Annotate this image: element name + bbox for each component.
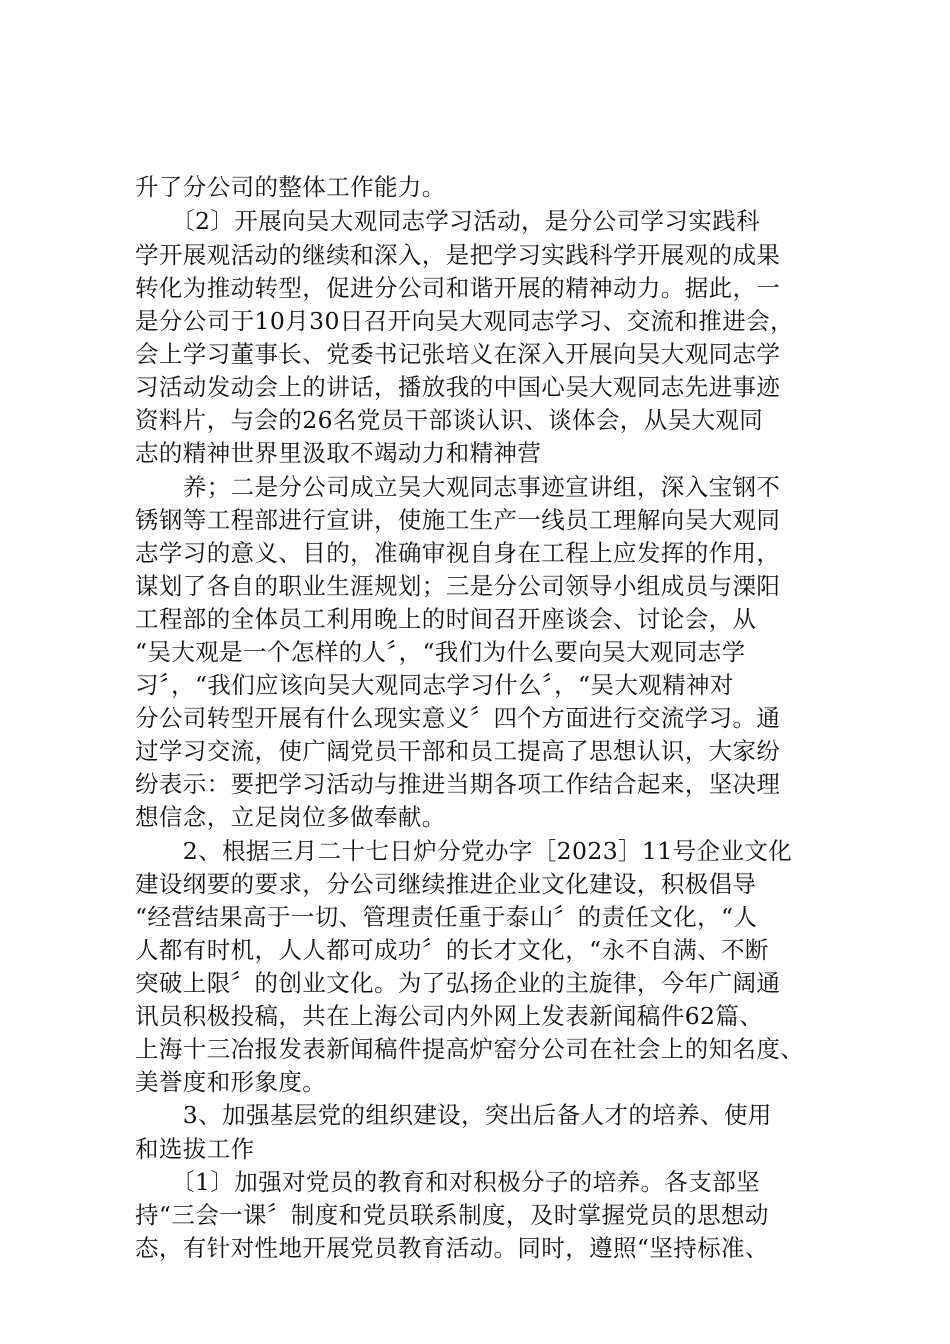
text-line: 突破上限〞的创业文化。为了弘扬企业的主旋律，今年广阔通 (135, 969, 781, 997)
text-line: 上海十三冶报发表新闻稿件提高炉窑分公司在社会上的知名度、 (135, 1035, 805, 1063)
text-line: 〔1〕加强对党员的教育和对积极分子的培养。各支部坚 (135, 1168, 761, 1196)
text-line: 锈钢等工程部进行宣讲，使施工生产一线员工理解向吴大观同 (135, 506, 781, 534)
text-line: 谋划了各自的职业生涯规划；三是分公司领导小组成员与溧阳 (135, 572, 781, 600)
text-line: 美誉度和形象度。 (135, 1068, 327, 1096)
text-line: 3、加强基层党的组织建设，突出后备人才的培养、使用 (135, 1101, 772, 1129)
text-line: 习〞，“我们应该向吴大观同志学习什么〞，“吴大观精神对 (135, 671, 734, 699)
text-line: 和选拔工作 (135, 1135, 255, 1163)
text-line: 〔2〕开展向吴大观同志学习活动，是分公司学习实践科 (135, 207, 761, 235)
text-line: 讯员积极投稿，共在上海公司内外网上发表新闻稿件62篇、 (135, 1002, 764, 1030)
text-line: 是分公司于10月30日召开向吴大观同志学习、交流和推进会， (135, 307, 794, 335)
text-line: “吴大观是一个怎样的人〞，“我们为什么要向吴大观同志学 (135, 638, 746, 666)
text-line: 学开展观活动的继续和深入，是把学习实践科学开展观的成果 (135, 241, 781, 269)
text-line: 资料片，与会的26名党员干部谈认识、谈体会，从吴大观同 (135, 406, 764, 434)
text-line: 建设纲要的要求，分公司继续推进企业文化建设，积极倡导 (135, 870, 757, 898)
text-line: “经营结果高于一切、管理责任重于泰山〞的责任文化，“人 (135, 903, 758, 931)
text-line: 志的精神世界里汲取不竭动力和精神营 (135, 439, 542, 467)
text-line: 分公司转型开展有什么现实意义〞四个方面进行交流学习。通 (135, 704, 781, 732)
text-line: 会上学习董事长、党委书记张培义在深入开展向吴大观同志学 (135, 340, 781, 368)
text-line: 想信念，立足岗位多做奉献。 (135, 803, 446, 831)
text-line: 转化为推动转型，促进分公司和谐开展的精神动力。据此，一 (135, 274, 781, 302)
text-line: 2、根据三月二十七日炉分党办字［2023］11号企业文化 (135, 837, 793, 865)
text-line: 工程部的全体员工利用晚上的时间召开座谈会、讨论会，从 (135, 605, 757, 633)
text-line: 习活动发动会上的讲话，播放我的中国心吴大观同志先进事迹 (135, 373, 781, 401)
text-line: 态，有针对性地开展党员教育活动。同时，遵照“坚持标准、 (135, 1234, 769, 1262)
text-line: 人都有时机，人人都可成功〞的长才文化，“永不自满、不断 (135, 936, 769, 964)
text-line: 养；二是分公司成立吴大观同志事迹宣讲组，深入宝钢不 (135, 473, 781, 501)
text-line: 志学习的意义、目的，准确审视自身在工程上应发挥的作用， (135, 539, 781, 567)
text-line: 持“三会一课〞制度和党员联系制度，及时掌握党员的思想动 (135, 1201, 769, 1229)
text-line: 过学习交流，使广阔党员干部和员工提高了思想认识，大家纷 (135, 737, 781, 765)
text-line: 升了分公司的整体工作能力。 (135, 173, 446, 201)
text-line: 纷表示：要把学习活动与推进当期各项工作结合起来，坚决理 (135, 770, 781, 798)
